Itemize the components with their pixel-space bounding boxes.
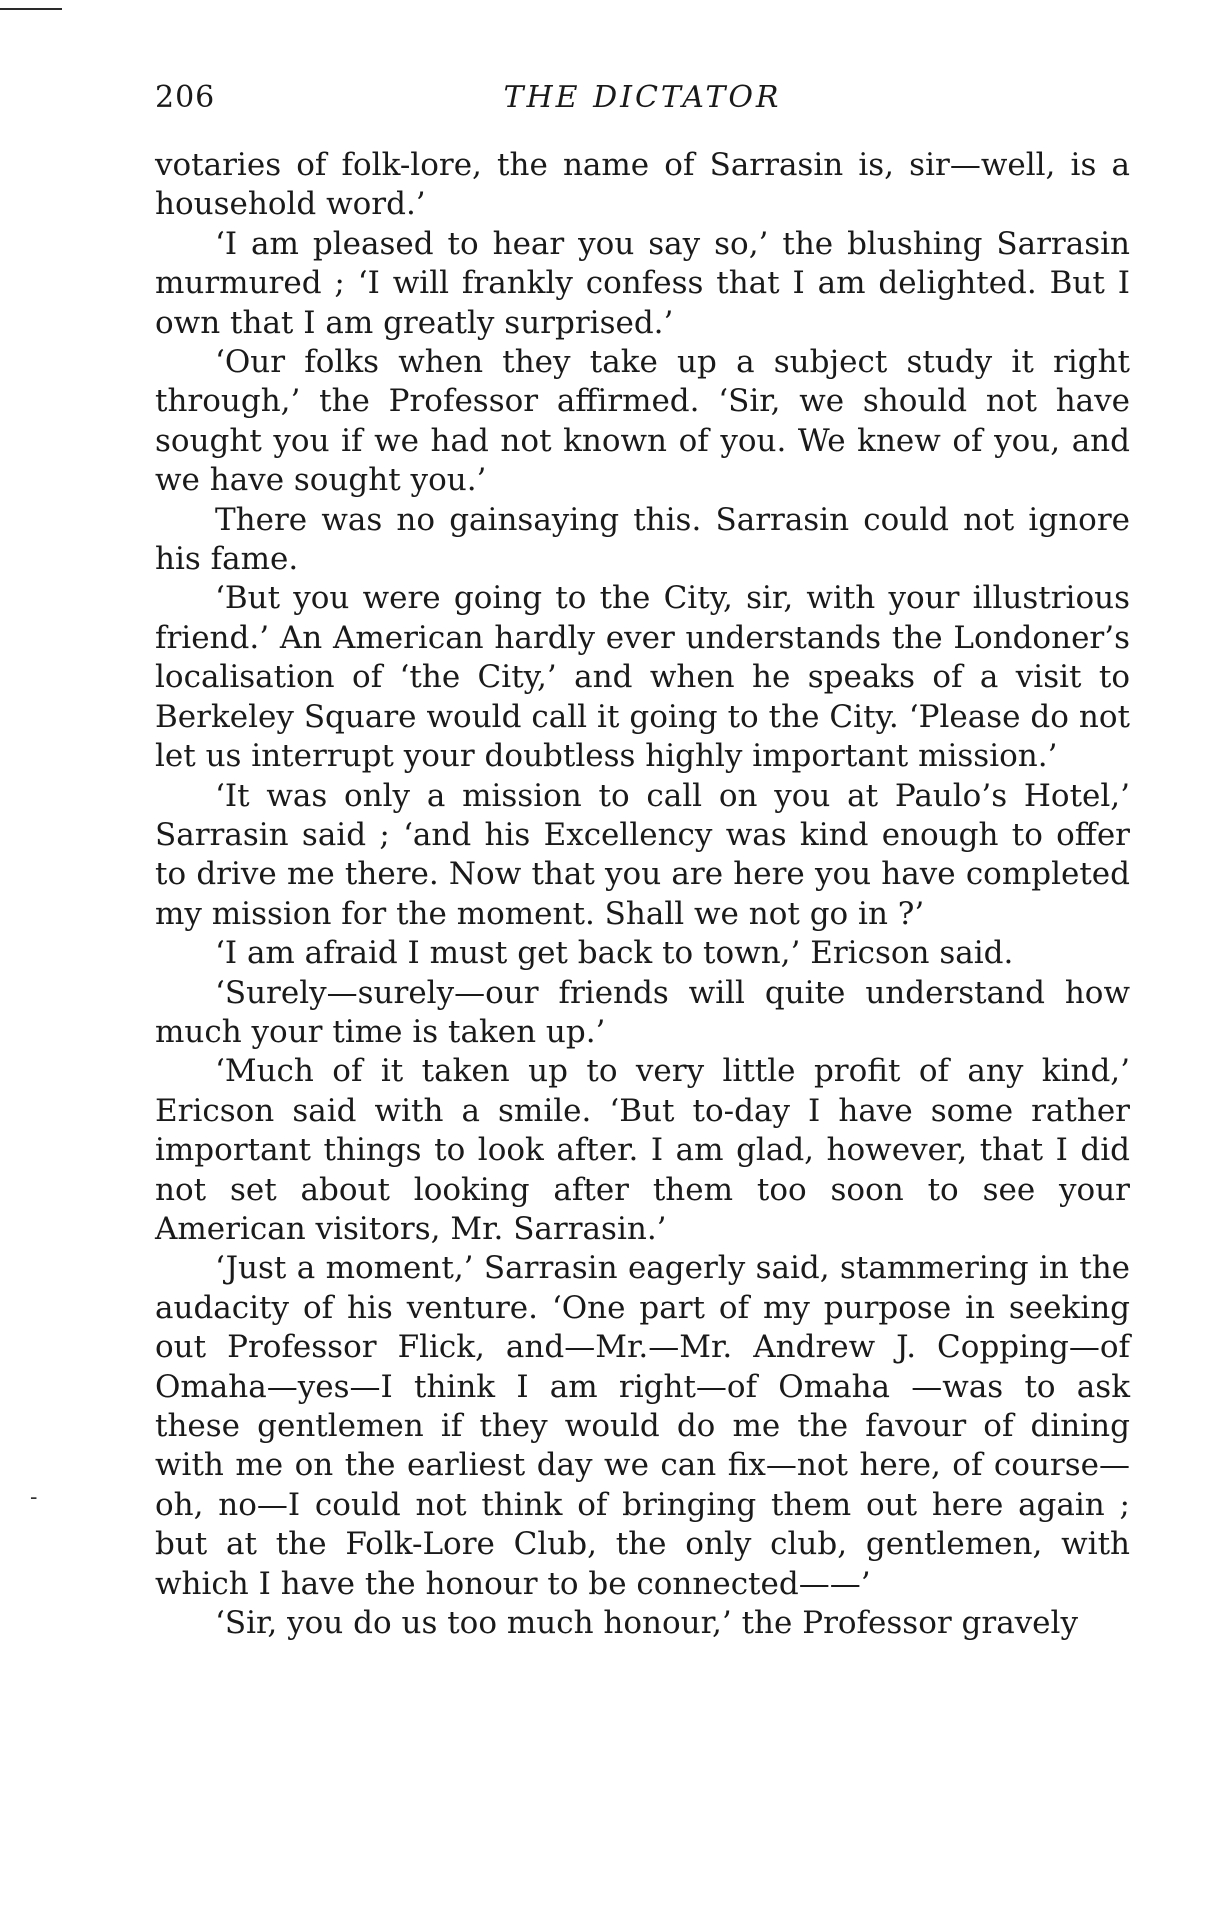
paragraph: votaries of folk-lore, the name of Sarrasin is, sir—well, is a household word.’ (155, 147, 1130, 223)
paragraph: ‘I am pleased to hear you say so,’ the blushing Sarrasin murmured ; ‘I will frankly confess that I am delighted. But I own that I am greatly surprised.’ (155, 225, 1130, 341)
paragraph: ‘But you were going to the City, sir, with your illustrious friend.’ An American hardly ever understands the Londoner’s localisation of ‘the City,’ and when he speaks of a visit to Berkeley Square would call it going to the City. ‘Please do not let us interrupt your doubtless highly important mission.’ (155, 580, 1130, 775)
paragraph: ‘Our folks when they take up a subject study it right through,’ the Professor affirmed. ‘Sir, we should not have sought you if we had not known of you. We knew of you, and we have sought you.’ (155, 344, 1130, 499)
body-text (155, 146, 1130, 1643)
page-header (155, 80, 1130, 120)
page-number: 206 (155, 80, 216, 115)
paragraph: ‘Surely—surely—our friends will quite understand how much your time is taken up.’ (155, 974, 1130, 1050)
top-rule (0, 8, 62, 10)
paragraph: ‘Much of it taken up to very little profit of any kind,’ Ericson said with a smile. ‘But to-day I have some rather important things to look after. I am glad, however, that I did not set about looking after them too soon to see your American visitors, Mr. Sarrasin.’ (155, 1053, 1130, 1247)
paragraph: ‘Just a moment,’ Sarrasin eagerly said, stammering in the audacity of his venture. ‘One part of my purpose in seeking out Professor Flick, and—Mr.—Mr. Andrew J. Copping—of Omaha—yes—I think I am right—of Omaha —was to ask these gentlemen if they would do me the favour of dining with me on the earliest day we can fix—not here, of course—oh, no—I could not think of bringing them out here again ; but at the Folk-Lore Club, the only club, gentlemen, with which I have the honour to be connected——’ (155, 1250, 1130, 1602)
paragraph: ‘I am afraid I must get back to town,’ Ericson said. (215, 935, 1014, 972)
paragraph: There was no gainsaying this. Sarrasin could not ignore his fame. (155, 501, 1130, 578)
running-title: THE DICTATOR (503, 80, 782, 115)
paragraph: ‘It was only a mission to call on you at Paulo’s Hotel,’ Sarrasin said ; ‘and his Excellency was kind enough to offer to drive me there. Now that you are here you have completed my mission for the moment. Shall we not go in ?’ (155, 777, 1130, 932)
paragraph: ‘Sir, you do us too much honour,’ the Professor gravely (215, 1605, 1078, 1642)
margin-mark: - (30, 1485, 38, 1510)
